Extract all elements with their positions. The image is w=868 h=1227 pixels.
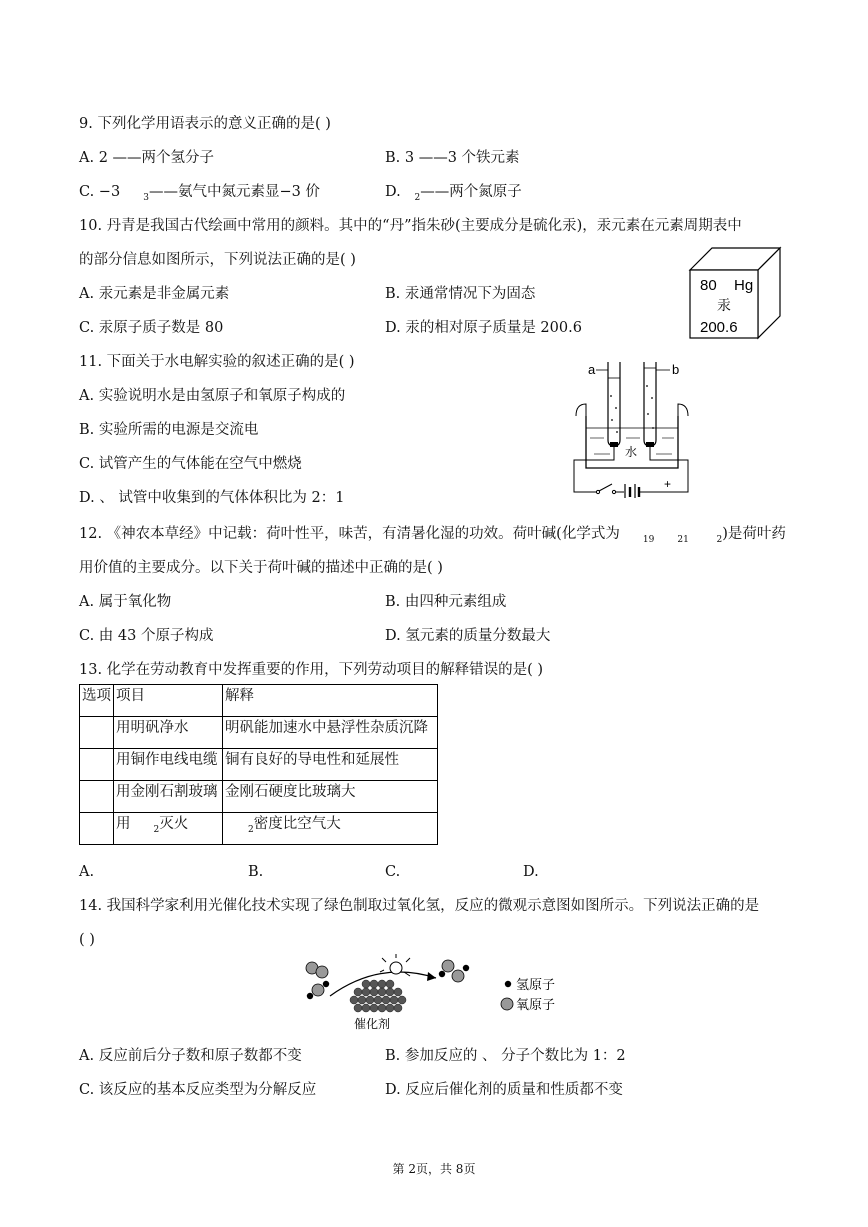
q10-stem-line1: 10. 丹青是我国古代绘画中常用的颜料。其中的“丹”指朱砂(主要成分是硫化汞)，汞元素在元素周期表中 [79, 218, 742, 234]
q12-formula-sub-2: 2 [716, 535, 723, 545]
q12-option-c: C. 由 43 个原子构成 [79, 628, 214, 644]
table-header-item: 项目 [114, 685, 223, 717]
table-cell-item [114, 813, 223, 845]
table-row [80, 749, 438, 781]
legend-oxygen-marker [501, 998, 513, 1010]
q9-option-c-right: ——氨气中氮元素显−3 价 [148, 184, 320, 200]
q9-option-d-left: D. [385, 184, 401, 200]
row4-item-text: 用 [116, 816, 131, 832]
legend-oxygen: 氧原子 [516, 998, 556, 1013]
q12-stem-line2: 用价值的主要成分。以下关于荷叶碱的描述中正确的是( ) [79, 560, 443, 576]
q14-stem-line2: ( ) [79, 932, 95, 948]
q9-option-d-right: ——两个氮原子 [420, 184, 522, 200]
row4-explanation-text: 密度比空气大 [253, 816, 341, 832]
q10-stem-line2: 的部分信息如图所示，下列说法正确的是( ) [79, 252, 356, 268]
table-header-row [80, 685, 438, 717]
q12-stem-line1-end: )是荷叶药 [722, 526, 786, 542]
label-a: a [588, 362, 596, 377]
label-b: b [672, 362, 680, 377]
table-cell-explanation: 铜有良好的导电性和延展性 [223, 749, 438, 781]
row4-item-subscript: 2 [153, 825, 160, 835]
q11-stem: 11. 下面关于水电解实验的叙述正确的是( ) [79, 354, 355, 370]
q14-option-d: D. 反应后催化剂的质量和性质都不变 [385, 1082, 623, 1098]
q13-stem: 13. 化学在劳动教育中发挥重要的作用，下列劳动项目的解释错误的是( ) [79, 662, 544, 678]
q10-option-d: D. 汞的相对原子质量是 200.6 [385, 320, 582, 336]
element-symbol: Hg [734, 277, 754, 294]
electrolysis-apparatus-figure [570, 356, 700, 498]
table-cell-item: 用金刚石割玻璃 [114, 781, 223, 813]
q11-option-d: D. 、 试管中收集到的气体体积比为 2：1 [79, 490, 345, 506]
q13-option-d: D. [523, 864, 539, 880]
q14-option-a: A. 反应前后分子数和原子数都不变 [79, 1048, 302, 1064]
q11-option-a: A. 实验说明水是由氢原子和氧原子构成的 [79, 388, 346, 404]
q12-option-b: B. 由四种元素组成 [385, 594, 507, 610]
table-cell-option [80, 813, 114, 845]
table-cell-option [80, 749, 114, 781]
q14-stem-line1: 14. 我国科学家利用光催化技术实现了绿色制取过氧化氢，反应的微观示意图如图所示。下列说法正确的是 [79, 898, 760, 914]
table-cell-explanation: 金刚石硬度比玻璃大 [223, 781, 438, 813]
table-cell-item: 用铜作电线电缆 [114, 749, 223, 781]
q13-option-a: A. [79, 864, 95, 880]
q10-option-a: A. 汞元素是非金属元素 [79, 286, 230, 302]
q11-option-b: B. 实验所需的电源是交流电 [79, 422, 259, 438]
q12-option-d: D. 氢元素的质量分数最大 [385, 628, 551, 644]
q9-option-c [79, 182, 320, 204]
table-row [80, 717, 438, 749]
q13-option-b: B. [248, 864, 264, 880]
q12-formula-sub-21: 21 [677, 535, 689, 545]
legend-hydrogen-marker [505, 981, 511, 987]
q10-option-b: B. 汞通常情况下为固态 [385, 286, 536, 302]
table-row [80, 813, 438, 845]
q9-option-a: A. 2 ——两个氢分子 [79, 150, 215, 166]
q12-stem-line1 [79, 524, 786, 546]
label-plus: + [664, 477, 672, 491]
q13-table [79, 684, 438, 845]
table-cell-option [80, 717, 114, 749]
q9-option-c-subscript: 3 [143, 193, 149, 203]
page-footer: 第 2页，共 8页 [392, 1162, 476, 1176]
element-number: 80 [700, 277, 717, 294]
q12-stem-line1-text: 12. 《神农本草经》中记载：荷叶性平，味苦，有清暑化湿的功效。荷叶碱(化学式为 [79, 526, 620, 542]
q9-option-b: B. 3 ——3 个铁元素 [385, 150, 520, 166]
table-row [80, 781, 438, 813]
row4-explanation-subscript: 2 [248, 825, 254, 835]
table-cell-explanation [223, 813, 438, 845]
table-cell-option [80, 781, 114, 813]
q9-stem: 9. 下列化学用语表示的意义正确的是( ) [79, 116, 331, 132]
q12-formula-sub-19: 19 [642, 535, 655, 545]
table-header-explanation: 解释 [223, 685, 438, 717]
q12-option-a: A. 属于氧化物 [79, 594, 172, 610]
label-water: 水 [625, 445, 638, 459]
photocatalysis-diagram [300, 954, 580, 1034]
q9-option-d-subscript: 2 [414, 193, 421, 203]
element-mass: 200.6 [700, 319, 738, 336]
row4-item-end: 灭火 [159, 816, 189, 832]
q10-option-c: C. 汞原子质子数是 80 [79, 320, 224, 336]
table-cell-item: 用明矾净水 [114, 717, 223, 749]
q14-option-c: C. 该反应的基本反应类型为分解反应 [79, 1082, 317, 1098]
element-name: 汞 [717, 298, 731, 314]
label-catalyst: 催化剂 [354, 1017, 391, 1031]
legend-hydrogen: 氢原子 [516, 978, 556, 993]
q13-option-c: C. [385, 864, 401, 880]
table-cell-explanation: 明矾能加速水中悬浮性杂质沉降 [223, 717, 438, 749]
table-header-option: 选项 [80, 685, 114, 717]
q11-option-c: C. 试管产生的气体能在空气中燃烧 [79, 456, 302, 472]
q9-option-c-left: C. −3 [79, 184, 121, 200]
q9-option-d [385, 182, 522, 204]
element-cell-figure [688, 244, 782, 340]
q14-option-b: B. 参加反应的 、 分子个数比为 1：2 [385, 1048, 626, 1064]
